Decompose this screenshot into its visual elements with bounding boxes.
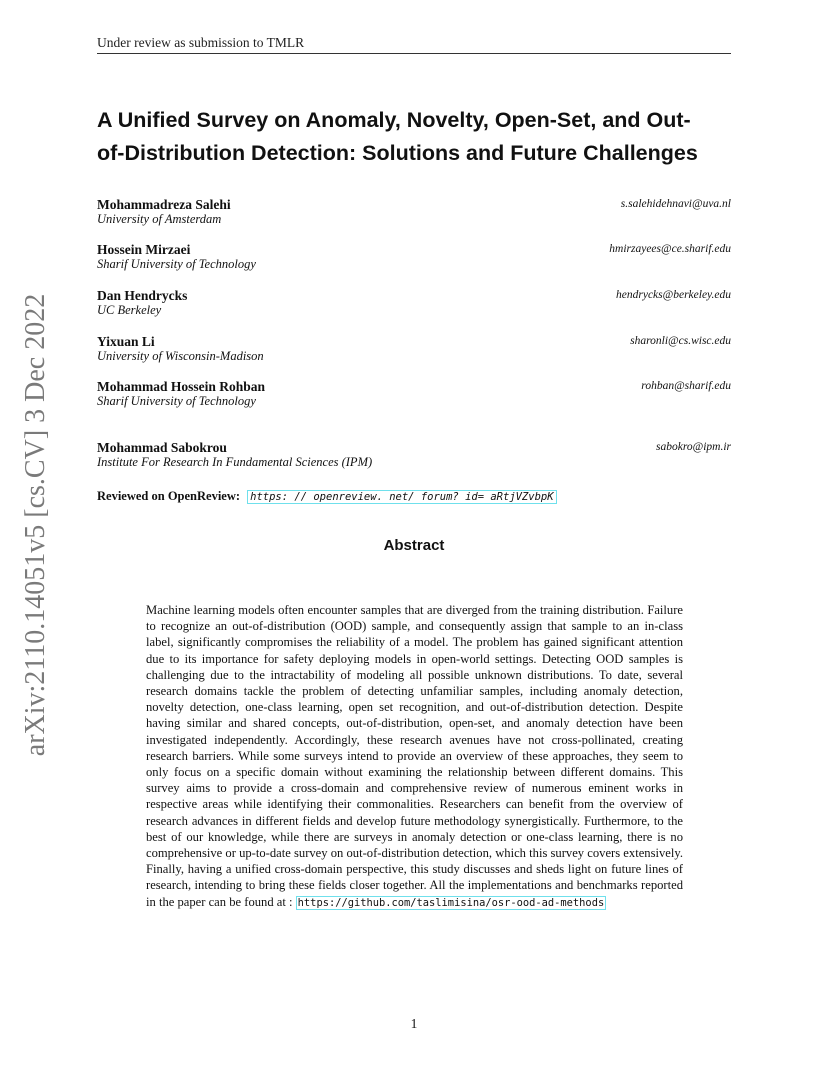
author-name: Yixuan Li bbox=[97, 334, 155, 349]
author-name: Dan Hendrycks bbox=[97, 288, 188, 303]
openreview-label: Reviewed on OpenReview: bbox=[97, 489, 241, 503]
author-email[interactable]: sabokro@ipm.ir bbox=[655, 441, 731, 453]
arxiv-identifier[interactable]: arXiv:2110.14051v5 [cs.CV] 3 Dec 2022 bbox=[20, 293, 51, 757]
author-name: Mohammadreza Salehi bbox=[97, 197, 231, 212]
author-email[interactable]: hendrycks@berkeley.edu bbox=[616, 289, 731, 301]
paper-title-line-1: A Unified Survey on Anomaly, Novelty, Open-Set, and Out- bbox=[97, 108, 691, 132]
paper-title bbox=[97, 104, 737, 170]
author-affiliation: University of Amsterdam bbox=[97, 212, 222, 226]
arxiv-sidebar bbox=[14, 290, 58, 760]
author-name: Mohammad Sabokrou bbox=[97, 440, 227, 455]
page-number: 1 bbox=[410, 1016, 418, 1031]
abstract-text: Machine learning models often encounter samples that are diverged from the training distribution. Failure to recognize an out-of-distribution (OOD) sample, and consequently assign that sample to an in-class label, significantly compromises the reliability of a model. The problem has gained significant attention due to its importance for safety deploying models in open-world settings. Detecting OOD samples is challenging due to the intractability of modeling all possible unknown distributions. To date, several research domains tackle the problem of detecting unfamiliar samples, including anomaly detection, novelty detection, one-class learning, open set recognition, and out-of-distribution detection. Despite having similar and shared concepts, out-of-distribution, open-set, and anomaly detection have been investigated independently. Accordingly, these research avenues have not cross-pollinated, creating research barriers. While some surveys intend to provide an overview of these approaches, they seem to only focus on a specific domain without examining the relationship between different domains. This survey aims to provide a cross-domain and comprehensive review of numerous eminent works in respective areas while identifying their commonalities. Researchers can benefit from the overview of research advances in different fields and develop future methodology synergistically. Furthermore, to the best of our knowledge, while there are surveys in anomaly detection or one-class learning, there is no comprehensive or up-to-date survey on out-of-distribution detection, which this survey covers extensively. Finally, having a unified cross-domain perspective, this study discusses and sheds light on future lines of research, intending to bring these fields closer together. All the implementations and benchmarks reported in the paper can be found at : bbox=[146, 603, 683, 909]
running-header: Under review as submission to TMLR bbox=[97, 35, 305, 50]
abstract-heading: Abstract bbox=[383, 537, 445, 554]
author-affiliation: Sharif University of Technology bbox=[97, 394, 256, 408]
author-affiliation: University of Wisconsin-Madison bbox=[97, 349, 264, 363]
openreview-line bbox=[97, 485, 557, 504]
header-rule bbox=[97, 53, 731, 54]
author-affiliation: Institute For Research In Fundamental Sciences (IPM) bbox=[97, 455, 373, 469]
paper-title-line-2: of-Distribution Detection: Solutions and Future Challenges bbox=[97, 141, 698, 165]
author-email[interactable]: rohban@sharif.edu bbox=[641, 380, 731, 392]
author-email[interactable]: s.salehidehnavi@uva.nl bbox=[620, 198, 731, 210]
openreview-link[interactable]: https: // openreview. net/ forum? id= aRtjVZvbpK bbox=[247, 490, 556, 504]
author-affiliation: UC Berkeley bbox=[97, 303, 162, 317]
code-repository-link[interactable]: https://github.com/taslimisina/osr-ood-ad-methods bbox=[297, 896, 605, 909]
abstract-body bbox=[146, 602, 683, 911]
author-name: Hossein Mirzaei bbox=[97, 242, 191, 257]
author-affiliation: Sharif University of Technology bbox=[97, 257, 256, 271]
author-name: Mohammad Hossein Rohban bbox=[97, 379, 266, 394]
author-email[interactable]: hmirzayees@ce.sharif.edu bbox=[609, 243, 731, 255]
author-email[interactable]: sharonli@cs.wisc.edu bbox=[630, 335, 731, 347]
